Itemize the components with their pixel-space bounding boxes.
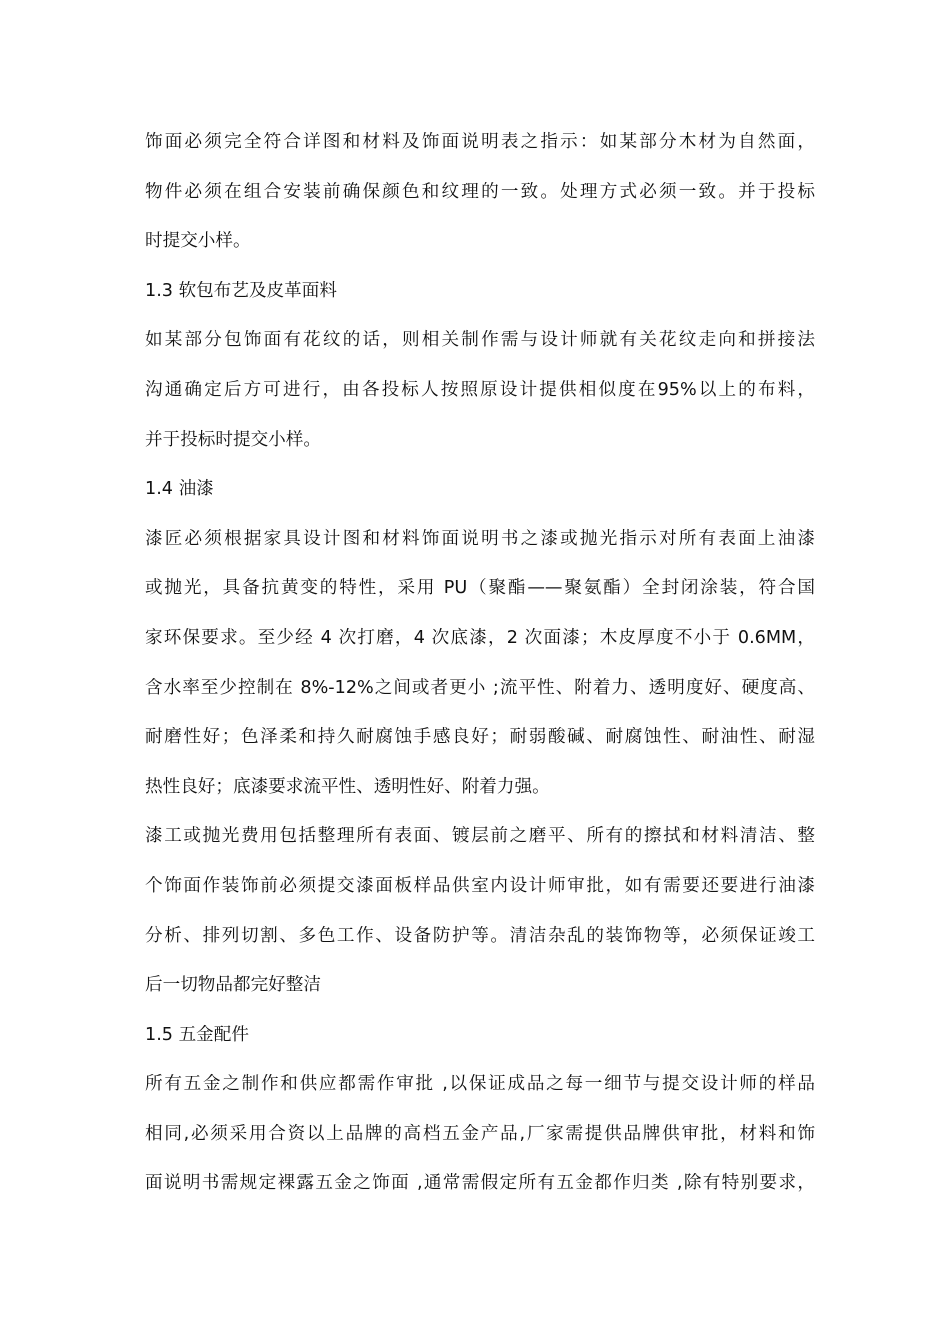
paragraph-line: 耐磨性好；色泽柔和持久耐腐蚀手感良好；耐弱酸碱、耐腐蚀性、耐油性、耐湿 [145, 727, 815, 748]
paragraph-line: 物件必须在组合安装前确保颜色和纹理的一致。处理方式必须一致。并于投标 [145, 181, 815, 202]
paragraph-line: 并于投标时提交小样。 [145, 429, 321, 450]
paragraph-line: 或抛光，具备抗黄变的特性，采用 PU（聚酯——聚氨酯）全封闭涂装，符合国 [145, 578, 815, 599]
paragraph-line: 时提交小样。 [145, 231, 251, 252]
section-heading: 1.4 油漆 [145, 479, 214, 500]
section-heading: 1.3 软包布艺及皮革面料 [145, 280, 337, 301]
paragraph-line: 漆匠必须根据家具设计图和材料饰面说明书之漆或抛光指示对所有表面上油漆 [145, 528, 815, 549]
section-heading: 1.5 五金配件 [145, 1024, 249, 1045]
paragraph-line: 个饰面作装饰前必须提交漆面板样品供室内设计师审批，如有需要还要进行油漆 [145, 875, 815, 896]
paragraph-line: 面说明书需规定裸露五金之饰面 ,通常需假定所有五金都作归类 ,除有特别要求， [145, 1173, 815, 1194]
paragraph-line: 相同,必须采用合资以上品牌的高档五金产品,厂家需提供品牌供审批，材料和饰 [145, 1123, 815, 1144]
paragraph-line: 家环保要求。至少经 4 次打磨，4 次底漆，2 次面漆；木皮厚度不小于 0.6MM， [145, 627, 815, 648]
document-body [145, 118, 815, 1209]
paragraph-line: 所有五金之制作和供应都需作审批 ,以保证成品之每一细节与提交设计师的样品 [145, 1074, 815, 1095]
paragraph-line: 含水率至少控制在 8%-12%之间或者更小 ;流平性、附着力、透明度好、硬度高、 [145, 677, 815, 698]
paragraph-line: 饰面必须完全符合详图和材料及饰面说明表之指示：如某部分木材为自然面， [145, 132, 815, 152]
paragraph-line: 热性良好；底漆要求流平性、透明性好、附着力强。 [145, 776, 550, 797]
paragraph-line: 漆工或抛光费用包括整理所有表面、镀层前之磨平、所有的擦拭和材料清洁、整 [145, 826, 815, 847]
paragraph-line: 分析、排列切割、多色工作、设备防护等。清洁杂乱的装饰物等，必须保证竣工 [145, 925, 815, 946]
paragraph-line: 如某部分包饰面有花纹的话，则相关制作需与设计师就有关花纹走向和拼接法 [145, 330, 815, 351]
paragraph-line: 沟通确定后方可进行，由各投标人按照原设计提供相似度在95%以上的布料， [145, 379, 815, 400]
paragraph-line: 后一切物品都完好整洁 [145, 975, 321, 996]
